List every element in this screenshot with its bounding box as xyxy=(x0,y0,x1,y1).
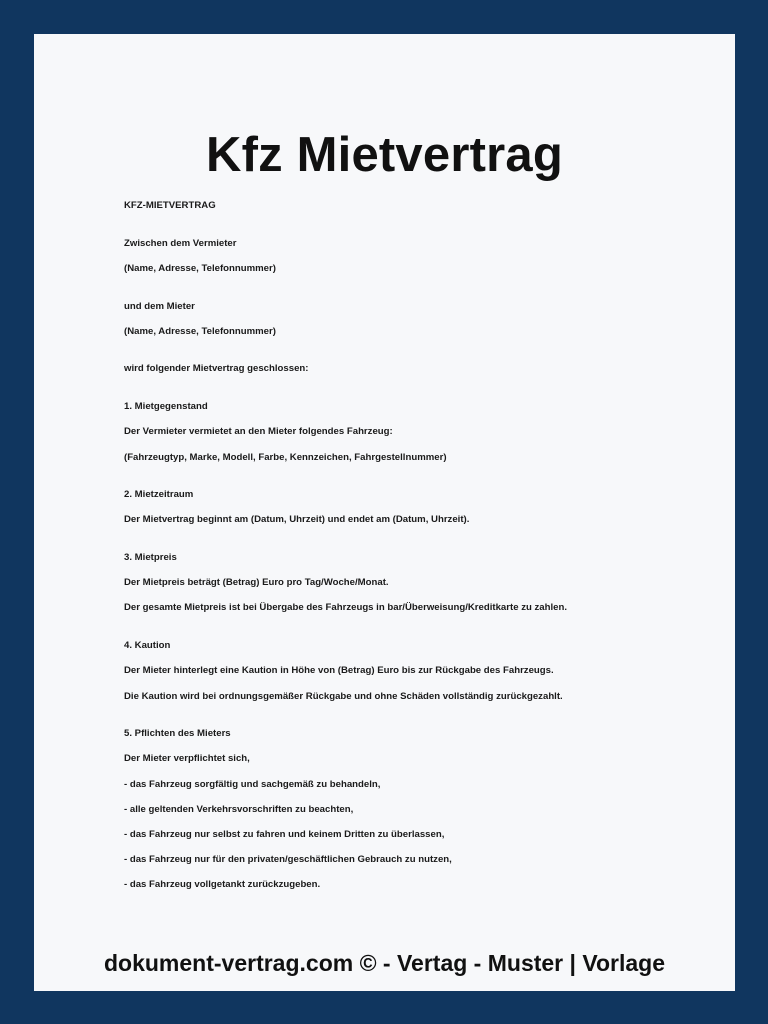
section-line: Der gesamte Mietpreis ist bei Übergabe des Fahrzeugs in bar/Überweisung/Kreditkarte zu zahlen. xyxy=(124,602,568,614)
section-line: Der Vermieter vermietet an den Mieter folgendes Fahrzeug: xyxy=(124,426,393,438)
list-item: - das Fahrzeug nur selbst zu fahren und keinem Dritten zu überlassen, xyxy=(124,828,445,840)
contract-intro: wird folgender Mietvertrag geschlossen: xyxy=(124,363,309,375)
section-line: Der Mieter verpflichtet sich, xyxy=(124,753,250,765)
landlord-placeholder: (Name, Adresse, Telefonnummer) xyxy=(124,262,276,274)
section-heading: 4. Kaution xyxy=(124,640,171,652)
section-line: Der Mietvertrag beginnt am (Datum, Uhrzeit) und endet am (Datum, Uhrzeit). xyxy=(124,514,470,526)
section-line: (Fahrzeugtyp, Marke, Modell, Farbe, Kennzeichen, Fahrgestellnummer) xyxy=(124,451,447,463)
section-heading: 3. Mietpreis xyxy=(124,552,177,564)
doc-heading: KFZ-MIETVERTRAG xyxy=(124,200,216,211)
tenant-placeholder: (Name, Adresse, Telefonnummer) xyxy=(124,325,276,337)
list-item: - das Fahrzeug nur für den privaten/geschäftlichen Gebrauch zu nutzen, xyxy=(124,854,452,866)
section-line: Die Kaution wird bei ordnungsgemäßer Rückgabe und ohne Schäden vollständig zurückgezahlt. xyxy=(124,690,563,702)
section-heading: 5. Pflichten des Mieters xyxy=(124,728,231,740)
page-title: Kfz Mietvertrag xyxy=(206,128,563,182)
footer-caption: dokument-vertrag.com © - Vertag - Muster | Vorlage xyxy=(103,950,666,976)
landlord-label: Zwischen dem Vermieter xyxy=(124,237,237,249)
list-item: - alle geltenden Verkehrsvorschriften zu beachten, xyxy=(124,803,354,815)
section-line: Der Mietpreis beträgt (Betrag) Euro pro Tag/Woche/Monat. xyxy=(124,577,389,589)
tenant-label: und dem Mieter xyxy=(124,300,195,312)
list-item: - das Fahrzeug sorgfältig und sachgemäß zu behandeln, xyxy=(124,778,381,790)
list-item: - das Fahrzeug vollgetankt zurückzugeben. xyxy=(124,879,321,891)
section-heading: 1. Mietgegenstand xyxy=(124,401,208,413)
section-heading: 2. Mietzeitraum xyxy=(124,489,194,501)
section-line: Der Mieter hinterlegt eine Kaution in Höhe von (Betrag) Euro bis zur Rückgabe des Fahrzeugs. xyxy=(124,665,554,677)
document-sheet xyxy=(34,34,735,991)
document-body xyxy=(124,200,684,905)
